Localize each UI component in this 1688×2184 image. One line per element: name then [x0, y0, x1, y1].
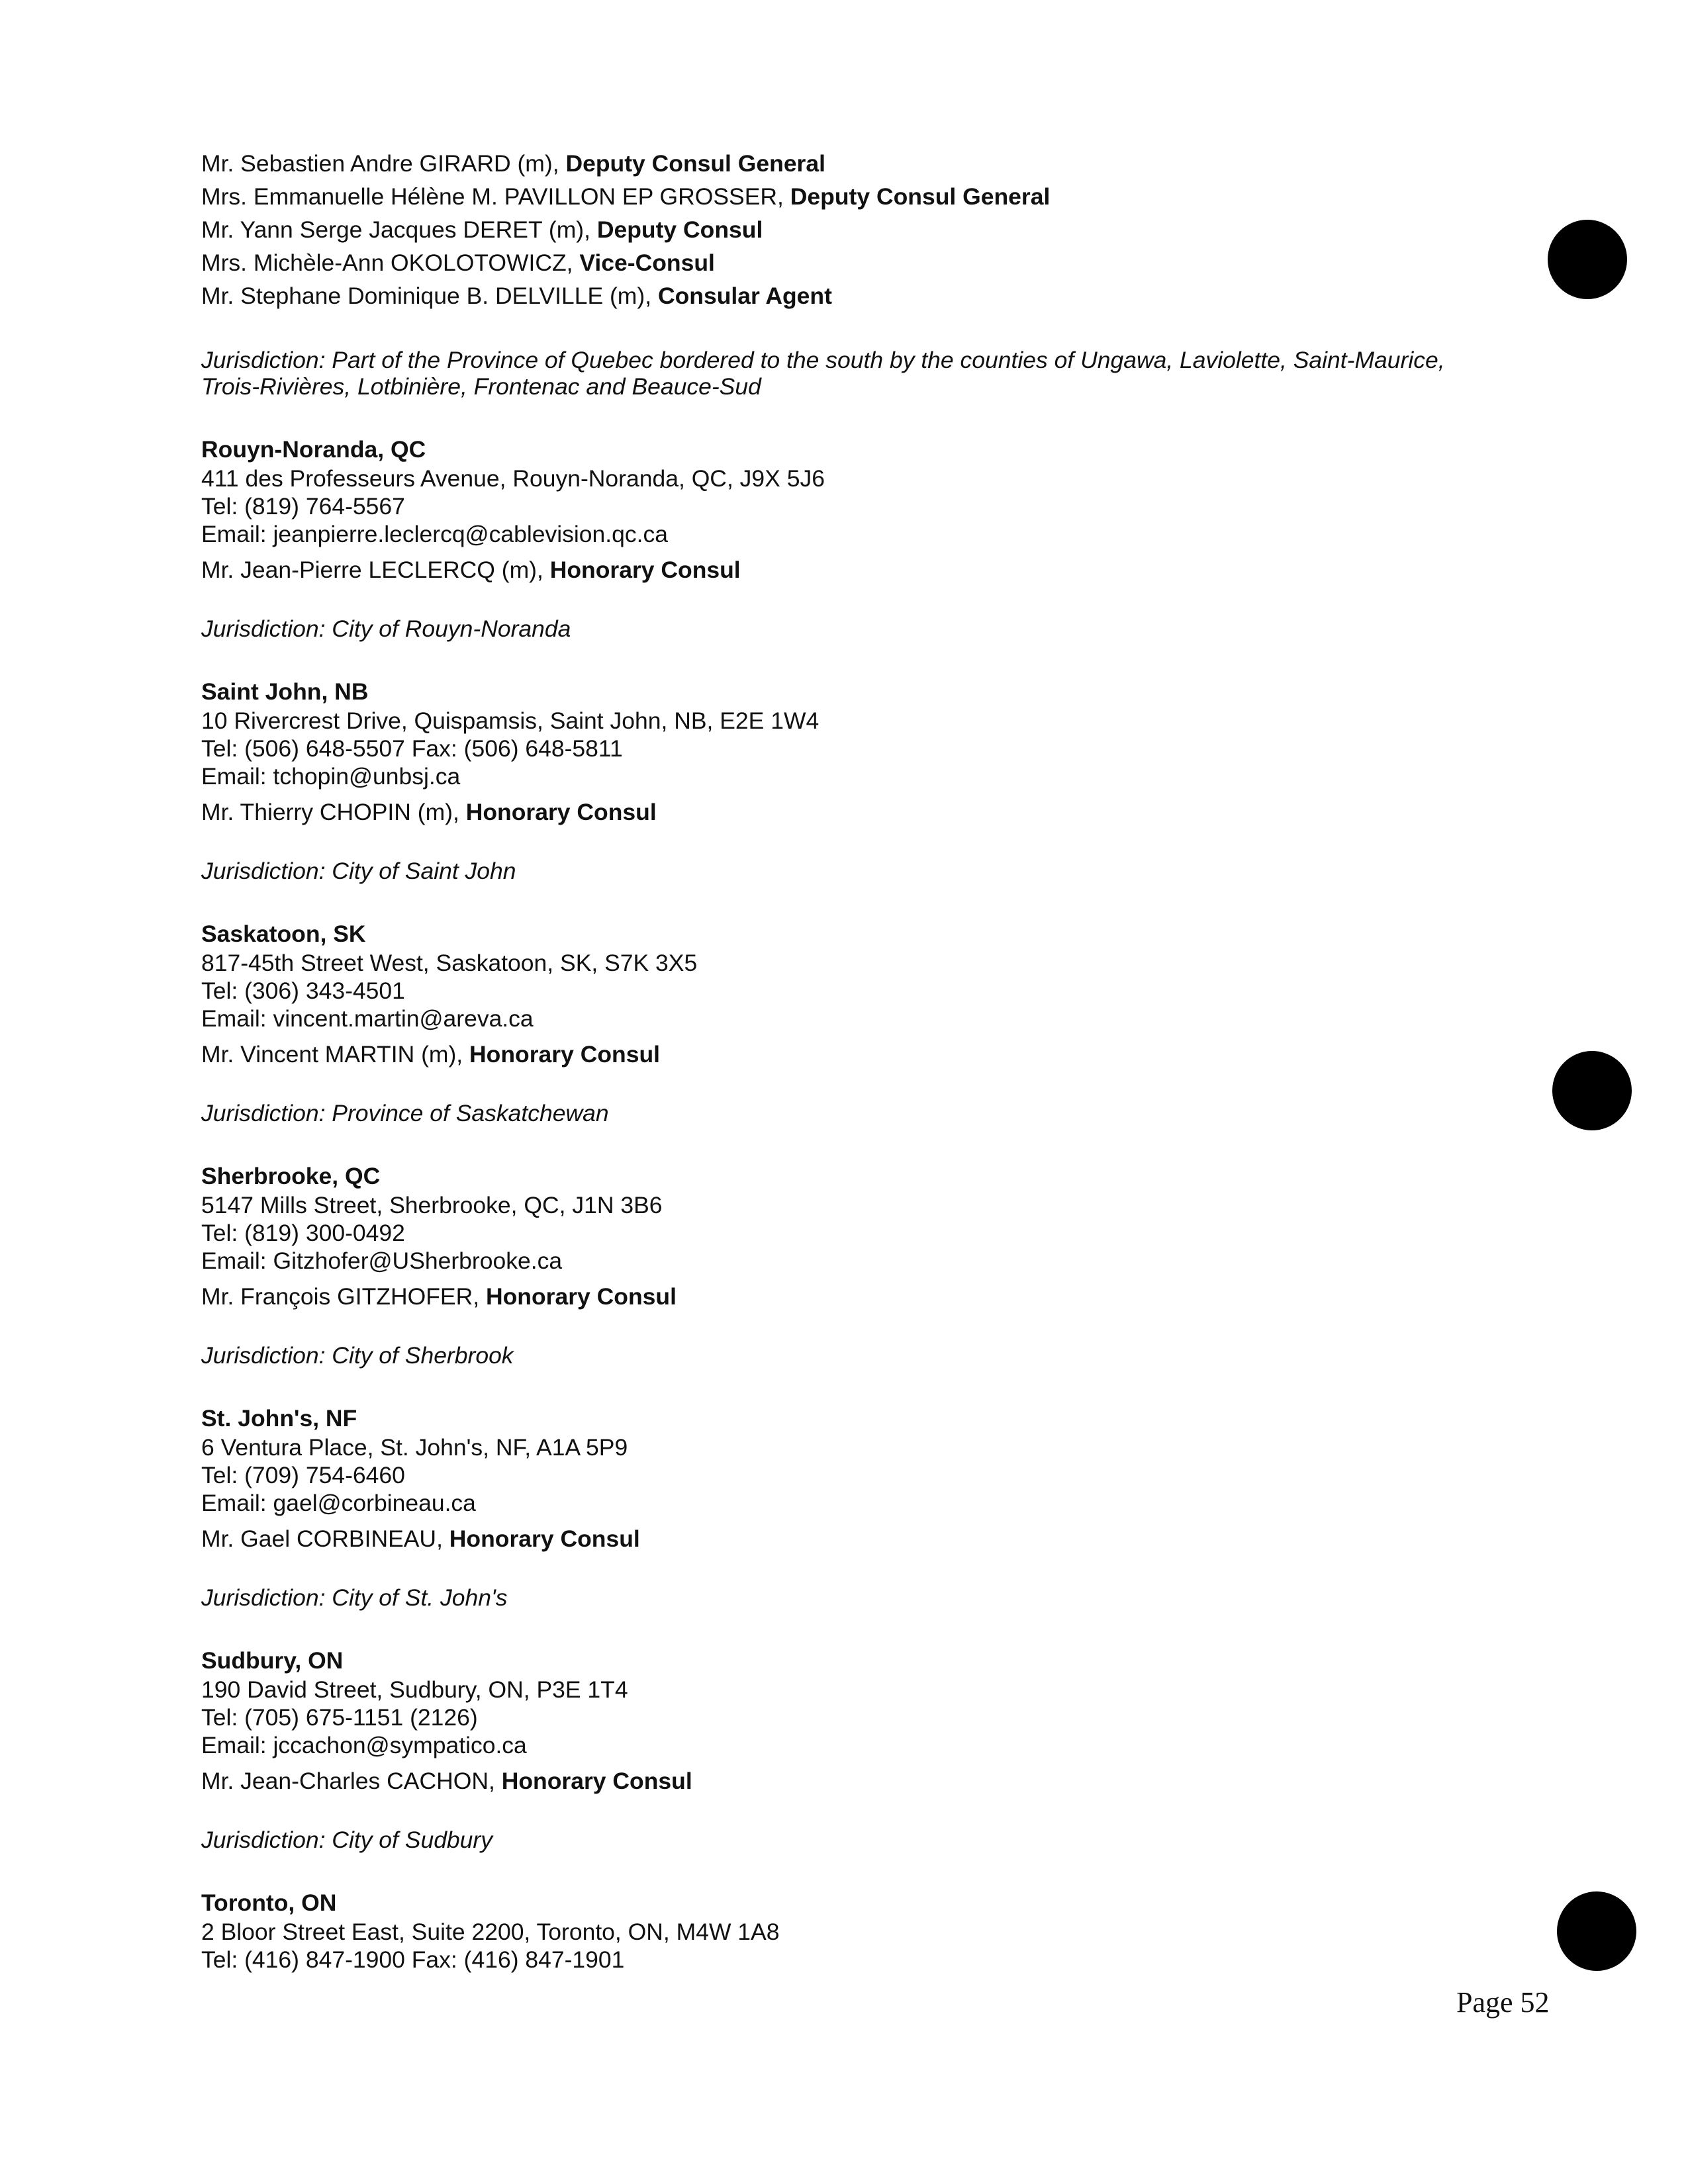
- jurisdiction-paragraph: [201, 1342, 1525, 1369]
- staff-name: Mr. Gael CORBINEAU,: [201, 1525, 449, 1552]
- jurisdiction-paragraph: [201, 1100, 1525, 1126]
- page-number: Page 52: [1456, 1986, 1550, 2019]
- staff-title: Honorary Consul: [501, 1768, 692, 1794]
- jurisdiction-label: Jurisdiction:: [201, 858, 326, 884]
- office-title: Saint John, NB: [201, 678, 369, 705]
- staff-name: Mr. Vincent MARTIN (m),: [201, 1041, 470, 1068]
- office-tel: Tel: (416) 847-1900 Fax: (416) 847-1901: [201, 1946, 625, 1973]
- office-title: Saskatoon, SK: [201, 921, 366, 947]
- staff-line: [201, 180, 1525, 213]
- office-address: 10 Rivercrest Drive, Quispamsis, Saint John, NB, E2E 1W4: [201, 707, 820, 734]
- staff-title: Deputy Consul General: [565, 150, 825, 177]
- staff-line: [201, 553, 1525, 586]
- staff-name: Mr. François GITZHOFER,: [201, 1283, 486, 1310]
- jurisdiction-text: Trois-Rivières, Lotbinière, Frontenac and Beauce-Sud: [201, 373, 761, 400]
- office-email: Email: Gitzhofer@USherbrooke.ca: [201, 1248, 563, 1274]
- office-address: 817-45th Street West, Saskatoon, SK, S7K 3X5: [201, 950, 698, 976]
- staff-title: Consular Agent: [657, 283, 832, 309]
- jurisdiction-paragraph: [201, 615, 1525, 642]
- jurisdiction-label: Jurisdiction:: [201, 347, 326, 373]
- office-tel: Tel: (819) 764-5567: [201, 493, 405, 520]
- office-address: 411 des Professeurs Avenue, Rouyn-Noranda, QC, J9X 5J6: [201, 465, 825, 492]
- office-title: St. John's, NF: [201, 1405, 357, 1432]
- punch-hole: [1548, 220, 1627, 299]
- office-title: Rouyn-Noranda, QC: [201, 436, 426, 463]
- office-email: Email: gael@corbineau.ca: [201, 1490, 476, 1516]
- punch-hole: [1552, 1051, 1632, 1130]
- jurisdiction-text: City of Sudbury: [325, 1827, 492, 1853]
- staff-title: Honorary Consul: [465, 799, 657, 825]
- jurisdiction-label: Jurisdiction:: [201, 1584, 326, 1611]
- jurisdiction-label: Jurisdiction:: [201, 615, 326, 642]
- staff-title: Deputy Consul General: [790, 183, 1051, 210]
- office-tel: Tel: (705) 675-1151 (2126): [201, 1704, 478, 1731]
- staff-line: [201, 1522, 1525, 1555]
- staff-name: Mr. Jean-Charles CACHON,: [201, 1768, 502, 1794]
- staff-name: Mr. Yann Serge Jacques DERET (m),: [201, 216, 597, 243]
- staff-name: Mrs. Emmanuelle Hélène M. PAVILLON EP GROSSER,: [201, 183, 790, 210]
- jurisdiction-paragraph: [201, 1827, 1525, 1853]
- jurisdiction-text: City of St. John's: [325, 1584, 508, 1611]
- staff-name: Mr. Jean-Pierre LECLERCQ (m),: [201, 557, 550, 583]
- office-email: Email: jeanpierre.leclercq@cablevision.qc.ca: [201, 521, 668, 547]
- office-tel: Tel: (306) 343-4501: [201, 978, 405, 1004]
- jurisdiction-text: City of Sherbrook: [325, 1342, 514, 1369]
- staff-title: Vice-Consul: [579, 250, 715, 276]
- office-tel: Tel: (709) 754-6460: [201, 1462, 405, 1488]
- jurisdiction-text: Part of the Province of Quebec bordered to the south by the counties of Ungawa, Laviolette, Saint-Maurice,: [325, 347, 1445, 373]
- staff-title: Honorary Consul: [485, 1283, 677, 1310]
- staff-name: Mr. Sebastien Andre GIRARD (m),: [201, 150, 566, 177]
- staff-line: [201, 796, 1525, 829]
- jurisdiction-label: Jurisdiction:: [201, 1342, 326, 1369]
- office-email: Email: tchopin@unbsj.ca: [201, 763, 461, 790]
- office-title: Sherbrooke, QC: [201, 1163, 381, 1189]
- punch-hole: [1557, 1891, 1636, 1971]
- staff-title: Honorary Consul: [549, 557, 741, 583]
- jurisdiction-text: City of Saint John: [325, 858, 516, 884]
- staff-line: [201, 246, 1525, 279]
- jurisdiction-text: City of Rouyn-Noranda: [325, 615, 571, 642]
- staff-name: Mr. Stephane Dominique B. DELVILLE (m),: [201, 283, 658, 309]
- staff-line: [201, 1280, 1525, 1313]
- office-tel: Tel: (819) 300-0492: [201, 1220, 405, 1246]
- staff-line: [201, 213, 1525, 246]
- jurisdiction-paragraph: [201, 1584, 1525, 1611]
- office-address: 6 Ventura Place, St. John's, NF, A1A 5P9: [201, 1434, 628, 1461]
- office-entry: [201, 919, 1525, 1126]
- office-entry: [201, 1645, 1525, 1853]
- staff-line: [201, 1038, 1525, 1071]
- jurisdiction-text: Province of Saskatchewan: [325, 1100, 609, 1126]
- office-entry: [201, 1888, 1525, 1974]
- staff-title: Honorary Consul: [449, 1525, 640, 1552]
- staff-line: [201, 147, 1525, 180]
- office-entry: [201, 1403, 1525, 1611]
- office-address: 190 David Street, Sudbury, ON, P3E 1T4: [201, 1676, 628, 1703]
- staff-title: Deputy Consul: [596, 216, 763, 243]
- office-email: Email: jccachon@sympatico.ca: [201, 1732, 527, 1758]
- office-entry: [201, 1161, 1525, 1369]
- staff-name: Mrs. Michèle-Ann OKOLOTOWICZ,: [201, 250, 580, 276]
- staff-name: Mr. Thierry CHOPIN (m),: [201, 799, 466, 825]
- jurisdiction-paragraph: [201, 347, 1525, 400]
- office-tel: Tel: (506) 648-5507 Fax: (506) 648-5811: [201, 735, 623, 762]
- office-entry: [201, 434, 1525, 642]
- staff-title: Honorary Consul: [469, 1041, 661, 1068]
- jurisdiction-label: Jurisdiction:: [201, 1100, 326, 1126]
- office-address: 5147 Mills Street, Sherbrooke, QC, J1N 3B6: [201, 1192, 663, 1218]
- office-entry: [201, 676, 1525, 884]
- office-email: Email: vincent.martin@areva.ca: [201, 1005, 534, 1032]
- office-title: Sudbury, ON: [201, 1647, 344, 1674]
- jurisdiction-label: Jurisdiction:: [201, 1827, 326, 1853]
- office-address: 2 Bloor Street East, Suite 2200, Toronto, ON, M4W 1A8: [201, 1919, 780, 1945]
- office-title: Toronto, ON: [201, 1889, 337, 1916]
- staff-list: [201, 147, 1525, 312]
- staff-line: [201, 1764, 1525, 1797]
- document-body: [201, 147, 1525, 1974]
- jurisdiction-paragraph: [201, 858, 1525, 884]
- staff-line: [201, 279, 1525, 312]
